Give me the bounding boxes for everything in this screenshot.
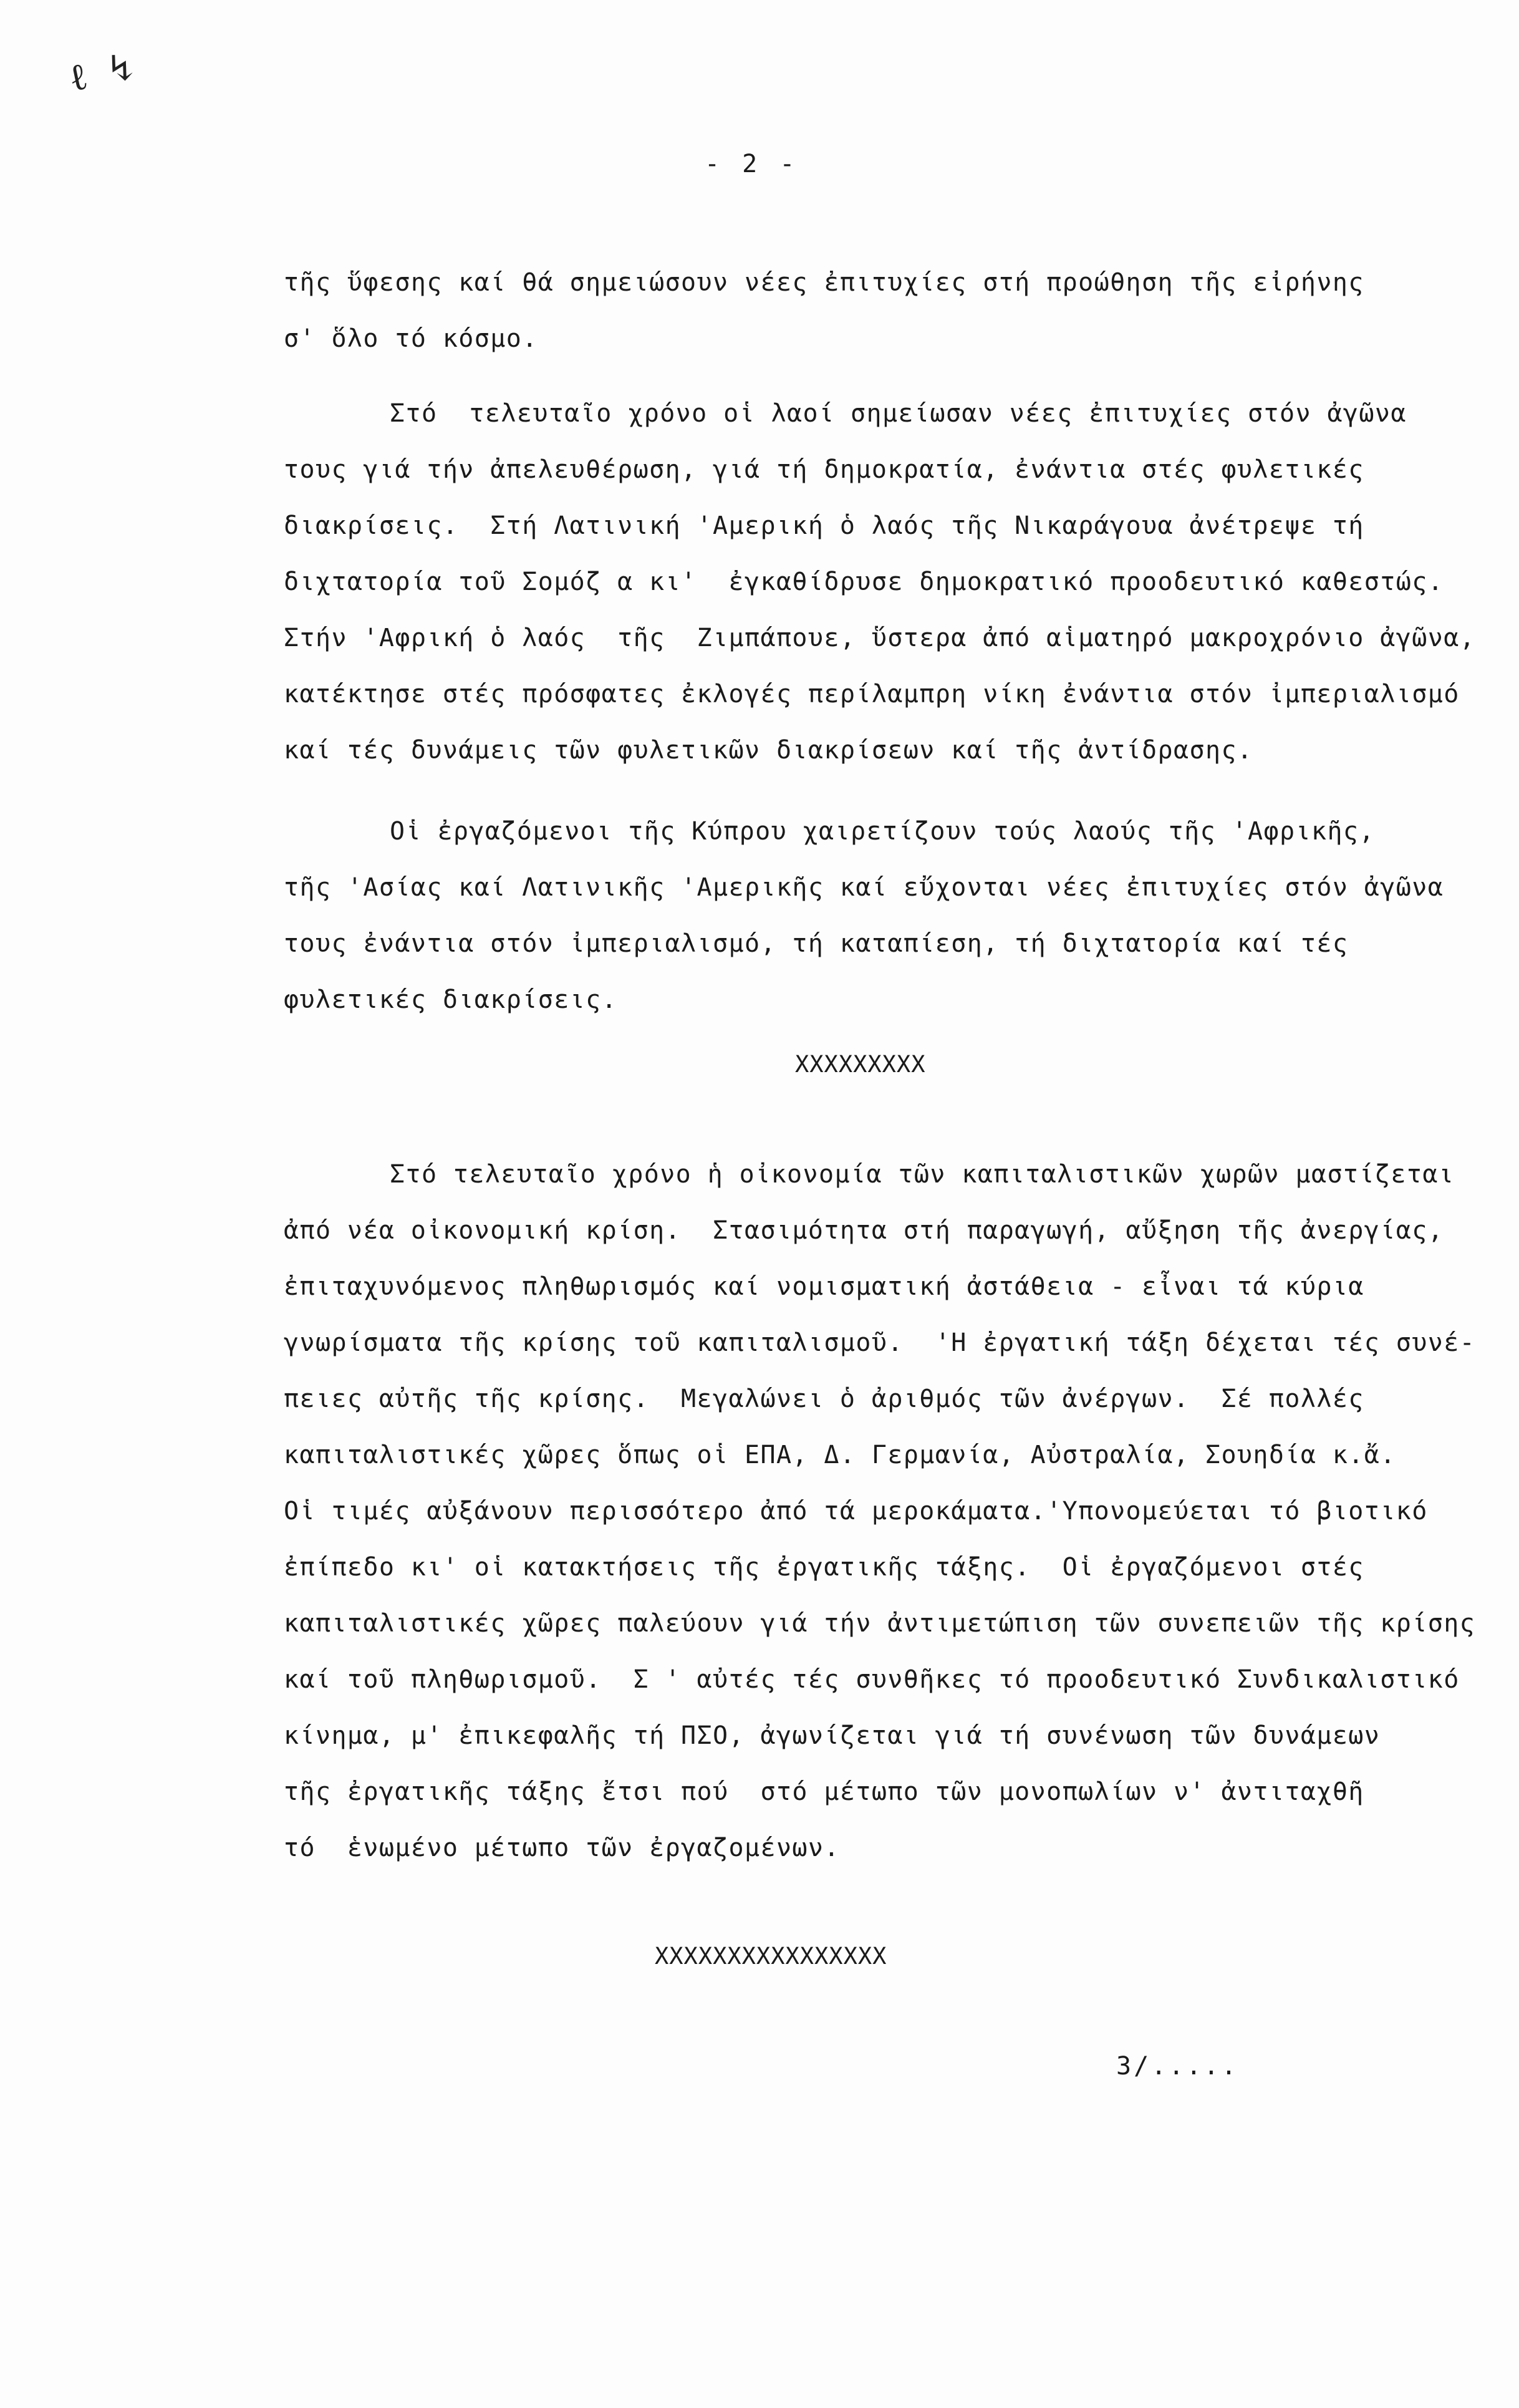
paragraph4-line-13: τό ἑνωμένο μέτωπο τῶν ἐργαζομένων. [284, 1834, 840, 1862]
continuation-marker: 3/..... [1116, 2052, 1239, 2081]
paragraph4-line-4: γνωρίσματα τῆς κρίσης τοῦ καπιταλισμοῦ. 'Η ἐργατική τάξη δέχεται τές συνέ- [284, 1328, 1476, 1357]
paragraph1-line-1: τῆς ὕφεσης καί θά σημειώσουν νέες ἐπιτυχίες στή προώθηση τῆς εἰρήνης [284, 268, 1364, 297]
paragraph2-line-3: διακρίσεις. Στή Λατινική 'Αμερική ὁ λαός τῆς Νικαράγουα ἀνέτρεψε τή [284, 511, 1364, 540]
paragraph4-line-2: ἀπό νέα οἰκονομική κρίση. Στασιμότητα στή παραγωγή, αὔξηση τῆς ἀνεργίας, [284, 1216, 1444, 1245]
paragraph4-line-3: ἐπιταχυνόμενος πληθωρισμός καί νομισματική ἀστάθεια - εἶναι τά κύρια [284, 1272, 1364, 1301]
paragraph2-line-1: Στό τελευταῖο χρόνο οἱ λαοί σημείωσαν νέες ἐπιτυχίες στόν ἀγῶνα [390, 399, 1407, 428]
paragraph2-line-6: κατέκτησε στές πρόσφατες ἐκλογές περίλαμπρη νίκη ἐνάντια στόν ἰμπεριαλισμό [284, 680, 1460, 708]
paragraph2-line-4: διχτατορία τοῦ Σομόζ α κι' ἐγκαθίδρυσε δημοκρατικό προοδευτικό καθεστώς. [284, 568, 1444, 596]
paragraph4-line-11: κίνημα, μ' ἐπικεφαλῆς τή ΠΣΟ, ἀγωνίζεται γιά τή συνένωση τῶν δυνάμεων [284, 1721, 1381, 1750]
paragraph4-line-7: Οἱ τιμές αὐξάνουν περισσότερο ἀπό τά μεροκάματα.'Υπονομεύεται τό βιοτικό [284, 1497, 1428, 1526]
paragraph3-line-2: τῆς 'Ασίας καί Λατινικῆς 'Αμερικῆς καί εὔχονται νέες ἐπιτυχίες στόν ἀγῶνα [284, 873, 1444, 902]
paragraph4-line-10: καί τοῦ πληθωρισμοῦ. Σ ' αὐτές τές συνθῆκες τό προοδευτικό Συνδικαλιστικό [284, 1665, 1460, 1694]
page-number: - 2 - [705, 150, 799, 178]
paragraph3-line-1: Οἱ ἐργαζόμενοι τῆς Κύπρου χαιρετίζουν τούς λαούς τῆς 'Αφρικῆς, [390, 817, 1375, 846]
handwritten-margin-mark: ℓ ↯ [64, 42, 145, 101]
paragraph2-line-7: καί τές δυνάμεις τῶν φυλετικῶν διακρίσεων καί τῆς ἀντίδρασης. [284, 736, 1253, 765]
section-separator: XXXXXXXXXXXXXXXX [655, 1943, 887, 1970]
paragraph4-line-6: καπιταλιστικές χῶρες ὅπως οἱ ΕΠΑ, Δ. Γερμανία, Αὐστραλία, Σουηδία κ.ἄ. [284, 1441, 1396, 1469]
paragraph1-line-2: σ' ὅλο τό κόσμο. [284, 324, 538, 353]
paragraph3-line-3: τους ἐνάντια στόν ἰμπεριαλισμό, τή καταπίεση, τή διχτατορία καί τές [284, 929, 1349, 958]
paragraph3-line-4: φυλετικές διακρίσεις. [284, 985, 618, 1014]
paragraph2-line-2: τους γιά τήν ἀπελευθέρωση, γιά τή δημοκρατία, ἐνάντια στές φυλετικές [284, 455, 1364, 484]
paragraph2-line-5: Στήν 'Αφρική ὁ λαός τῆς Ζιμπάπουε, ὕστερα ἀπό αἱματηρό μακροχρόνιο ἀγῶνα, [284, 624, 1476, 652]
paragraph4-line-8: ἐπίπεδο κι' οἱ κατακτήσεις τῆς ἐργατικῆς τάξης. Οἱ ἐργαζόμενοι στές [284, 1553, 1364, 1582]
paragraph4-line-9: καπιταλιστικές χῶρες παλεύουν γιά τήν ἀντιμετώπιση τῶν συνεπειῶν τῆς κρίσης [284, 1609, 1476, 1638]
paragraph4-line-12: τῆς ἐργατικῆς τάξης ἔτσι πού στό μέτωπο τῶν μονοπωλίων ν' ἀντιταχθῆ [284, 1777, 1364, 1806]
paragraph4-line-5: πειες αὐτῆς τῆς κρίσης. Μεγαλώνει ὁ ἀριθμός τῶν ἀνέργων. Σέ πολλές [284, 1385, 1364, 1413]
paragraph4-line-1: Στό τελευταῖο χρόνο ἡ οἰκονομία τῶν καπιταλιστικῶν χωρῶν μαστίζεται [390, 1160, 1455, 1189]
section-separator: XXXXXXXXX [795, 1051, 926, 1078]
